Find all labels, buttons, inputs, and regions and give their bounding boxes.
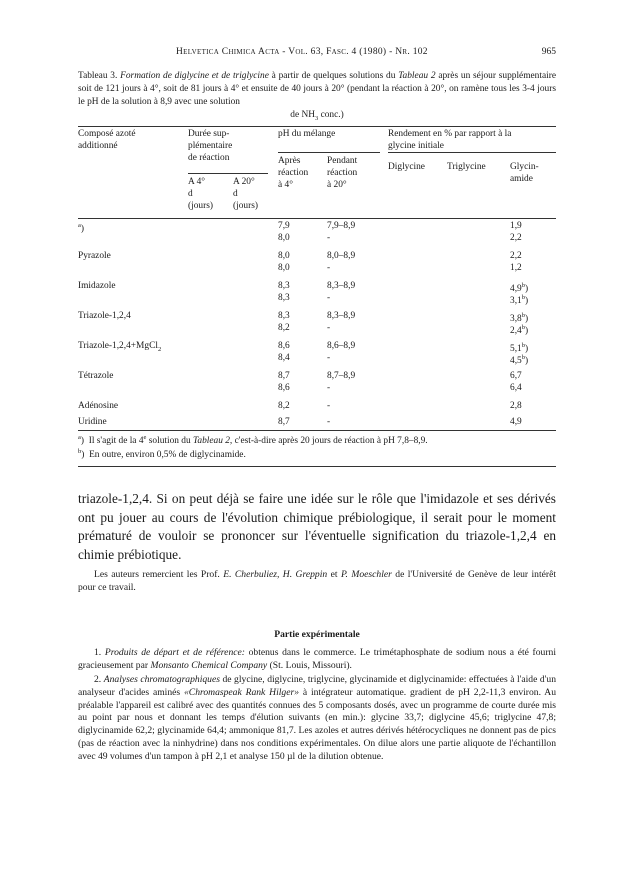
table-caption: [78, 70, 556, 125]
header-rendement-1: Rendement en % par rapport à la: [388, 129, 512, 139]
ack-name-2: H. Greppin: [282, 569, 328, 580]
cell-value: -: [327, 383, 331, 393]
cell-value: 1,2: [510, 263, 522, 273]
footnote-mark-close: ): [524, 344, 529, 355]
cell-value: 8,0–8,9: [327, 251, 356, 261]
cell-value: -: [327, 233, 331, 243]
compound-name: Triazole-1,2,4+MgCl: [78, 341, 158, 351]
header-pendant-3: à 20°: [327, 180, 347, 190]
cell-gly: [510, 382, 522, 395]
cell-ph20: [327, 400, 330, 413]
cell-value: 8,0: [278, 263, 290, 273]
cell-ph20: [327, 370, 355, 383]
cell-value: 4,9: [510, 417, 522, 427]
header-apres-2: réaction: [278, 168, 309, 178]
cell-value: 6,7: [510, 371, 522, 381]
header-duree-1: Durée sup-: [188, 129, 230, 139]
footnote-b-text: En outre, environ 0,5% de diglycinamide.: [89, 450, 246, 461]
footnote-mark-close: ): [524, 284, 529, 295]
footnote-mark: b: [521, 294, 525, 301]
header-a20-1: A 20°: [233, 177, 255, 187]
cell-value: 1,9: [510, 221, 522, 231]
cell-value: 6,4: [510, 383, 522, 393]
cell-value: -: [327, 293, 331, 303]
body-paragraph: triazole-1,2,4. Si on peut déjà se faire une idée sur le rôle que l'imidazole et ses dérivés ont pu jouer au cours de l'évolution chimique prébiologique, il serait pour le moment prématuré de vouloir se prononcer sur l'éventuelle signification du triazole-1,2,4 en chimie prébiotique.: [78, 491, 556, 562]
cell-value: 2,8: [510, 401, 522, 411]
footnote-a-sup: e: [143, 434, 147, 441]
cell-gly: [510, 400, 522, 413]
caption-text-1: à partir de quelques solutions du: [271, 71, 396, 81]
cell-value: -: [327, 417, 331, 427]
cell-ph20: [327, 340, 355, 353]
cell-ph4: [278, 400, 290, 413]
footnote-mark-close: ): [524, 356, 529, 367]
ack-name-3: P. Moeschler: [340, 569, 392, 580]
cell-gly: [510, 220, 522, 233]
cell-ph4: [278, 352, 290, 365]
experimental-paragraph-1: [78, 647, 556, 673]
p1-text-1: obtenus dans le commerce. Le trimétaphosphate de sodium nous a été fourni gracieusement par: [78, 647, 556, 671]
cell-gly: [510, 352, 528, 368]
cell-value: 2,4: [510, 326, 522, 337]
cell-ph20: [327, 250, 355, 263]
header-glycinamide-2: amide: [510, 174, 533, 184]
cell-value: 8,3: [278, 281, 290, 291]
cell-gly: [510, 232, 522, 245]
header-a4-2: d: [188, 189, 193, 199]
row-compound: [78, 340, 161, 356]
row-compound: [78, 370, 113, 383]
cell-value: 8,3: [278, 311, 290, 321]
caption-last-line: [78, 109, 556, 125]
footnote-a-text-1: Il s'agit de la 4: [88, 436, 144, 447]
cell-ph4: [278, 220, 290, 233]
cell-value: 8,7: [278, 417, 290, 427]
experimental-paragraph-2: [78, 674, 556, 764]
ack-and: et: [330, 569, 338, 580]
header-ph-group: pH du mélange: [278, 129, 336, 139]
cell-value: 8,0: [278, 251, 290, 261]
footnote-mark: b: [521, 354, 525, 361]
row-compound: [78, 220, 84, 236]
row-compound: [78, 400, 118, 413]
footnote-a-ref: Tableau 2,: [193, 436, 233, 447]
ack-text-1: Les auteurs remercient les Prof.: [94, 569, 220, 580]
footnote-mark: b: [521, 324, 525, 331]
cell-value: -: [327, 401, 331, 411]
cell-ph20: [327, 262, 330, 275]
cell-ph20: [327, 382, 330, 395]
header-a4-3: (jours): [188, 201, 213, 211]
caption-sub: 3: [314, 114, 319, 122]
compound-name: Pyrazole: [78, 251, 111, 261]
cell-value: 8,7: [278, 371, 290, 381]
cell-ph20: [327, 220, 355, 233]
footnote-b-mark: b: [78, 448, 82, 455]
cell-gly: [510, 250, 522, 263]
header-compose-2: additionné: [78, 141, 118, 151]
cell-value: 8,6–8,9: [327, 341, 356, 351]
header-pendant-1: Pendant: [327, 156, 358, 166]
cell-gly: [510, 370, 522, 383]
cell-ph4: [278, 416, 290, 429]
footnote-mark: b: [521, 312, 525, 319]
footnote-mark-close: ): [524, 314, 529, 325]
footnote-bottom-rule: [78, 466, 556, 467]
row-compound: [78, 416, 107, 429]
caption-text-3: de NH: [290, 110, 315, 120]
p2-text-2: à intégrateur automatique. gradient de pH 2,2-11,3 environ. Au préalable l'appareil est calibré avec des quantités connues des 5 composants dosés, avec un programme de courte durée mis au point par nous et donnant les temps d'élution suivants (en min.): glycine 33,7; diglycine 45,6; triglycine 47,8; diglycinamide 62,2; glycinamide 64,4; ammonique 81,7. Les azoles et autres dérivés hétérocycliques ne donnent pas de pics (pas de réaction avec la ninhydrine) dans nos conditions expérimentales. On dilue alors une partie aliquote de l'échantillon avec 49 volumes d'un tampon à pH 2,1 et analyse 150 µl de la dilution obtenue.: [78, 686, 557, 762]
compound-name: Adénosine: [78, 401, 119, 411]
p2-title: Analyses chromatographiques: [103, 674, 220, 685]
cell-value: 4,5: [510, 356, 522, 367]
caption-text-4: conc.): [318, 110, 344, 120]
header-apres-1: Après: [278, 156, 301, 166]
cell-ph4: [278, 382, 290, 395]
cell-ph4: [278, 292, 290, 305]
cell-ph20: [327, 322, 330, 335]
p2-number: 2.: [94, 674, 102, 685]
p1-company: Monsanto Chemical Company: [150, 659, 268, 671]
page-number: 965: [541, 47, 556, 57]
cell-ph4: [278, 370, 290, 383]
cell-ph4: [278, 310, 290, 323]
cell-value: 8,4: [278, 353, 290, 363]
row-compound: [78, 310, 131, 323]
p1-title: Produits de départ et de référence:: [104, 647, 245, 658]
footnote-a: $^a$) Il s'agit de la 4e solution du Tableau 2, c'est-à-dire après 20 jours de réaction à pH 7,8–8,9.: [78, 434, 428, 447]
row-compound: [78, 250, 111, 263]
cell-value: 5,1: [510, 344, 522, 355]
cell-value: 8,6: [278, 341, 290, 351]
cell-ph20: [327, 292, 330, 305]
cell-value: 2,2: [510, 233, 522, 243]
ph-group-rule: [278, 152, 380, 153]
cell-ph4: [278, 262, 290, 275]
header-pendant-2: réaction: [327, 168, 358, 178]
header-rendement-2: glycine initiale: [388, 141, 444, 151]
cell-value: 8,3–8,9: [327, 311, 356, 321]
caption-text-2: après un séjour supplémentaire soit de 121 jours à 4°, soit de 81 jours à 4° et ensuite de 40 jours à 20° (pendant la réaction à 20°, on ramène tous les 3-4 jours le pH de la solution à 8,9 avec une solution: [78, 71, 556, 107]
footnote-a-text-2: solution du: [146, 436, 194, 447]
cell-ph20: [327, 310, 355, 323]
footnote-mark: b: [521, 342, 525, 349]
cell-value: -: [327, 263, 331, 273]
cell-value: 8,3: [278, 293, 290, 303]
compound-name: Uridine: [78, 417, 107, 427]
cell-value: 3,8: [510, 314, 522, 325]
header-compose-1: Composé azoté: [78, 129, 136, 139]
duree-sub-rule: [188, 173, 268, 174]
cell-value: 8,7–8,9: [327, 371, 356, 381]
table-header-rule: [78, 218, 556, 219]
table-top-rule: [78, 126, 556, 127]
cell-ph20: [327, 280, 355, 293]
cell-value: 2,2: [510, 251, 522, 261]
cell-value: 4,9: [510, 284, 522, 295]
row-compound: [78, 280, 115, 293]
acknowledgement: [78, 568, 556, 594]
caption-label: Tableau 3.: [78, 71, 118, 81]
caption-ref: Tableau 2: [398, 71, 436, 81]
header-glycinamide-1: Glycin-: [510, 162, 539, 172]
cell-ph4: [278, 280, 290, 293]
header-a20-3: (jours): [233, 201, 258, 211]
header-duree-2: plémentaire: [188, 141, 233, 151]
cell-value: 7,9: [278, 221, 290, 231]
caption-title: Formation de diglycine et de triglycine: [120, 71, 269, 81]
p1-number: 1.: [94, 647, 102, 658]
footnote-b: $^b$) En outre, environ 0,5% de diglycinamide.: [78, 448, 246, 461]
cell-ph20: [327, 232, 330, 245]
cell-value: 8,0: [278, 233, 290, 243]
footnote-mark-close: ): [524, 326, 529, 337]
compound-name: Imidazole: [78, 281, 116, 291]
cell-value: 8,6: [278, 383, 290, 393]
cell-ph4: [278, 232, 290, 245]
compound-footnote-close: ): [80, 224, 85, 235]
header-a4-1: A 4°: [188, 177, 206, 187]
table-bottom-rule: [78, 430, 556, 431]
journal-citation: Helvetica Chimica Acta - Vol. 63, Fasc. 4 (1980) - Nr. 102: [176, 47, 428, 57]
compound-footnote-mark: a: [78, 222, 81, 229]
footnote-a-mark: a: [78, 434, 81, 441]
cell-value: 8,2: [278, 401, 290, 411]
header-triglycine: Triglycine: [447, 162, 486, 172]
cell-gly: [510, 292, 528, 308]
header-apres-3: à 4°: [278, 180, 293, 190]
section-title: Partie expérimentale: [274, 629, 360, 640]
footnote-mark: b: [521, 282, 525, 289]
p1-text-2: (St. Louis, Missouri).: [269, 659, 352, 671]
cell-value: 7,9–8,9: [327, 221, 356, 231]
p2-text-1: de glycine, diglycine, triglycine, glycinamide et diglycinamide: effectuées à l'aide d'un analyseur d'acides aminés: [78, 674, 556, 698]
cell-ph20: [327, 352, 330, 365]
p2-instrument: «Chromaspeak Rank Hilger»: [184, 686, 299, 698]
footnote-a-text-3: c'est-à-dire après 20 jours de réaction à pH 7,8–8,9.: [232, 436, 428, 447]
compound-name: Tétrazole: [78, 371, 114, 381]
cell-value: 8,3–8,9: [327, 281, 356, 291]
cell-ph4: [278, 250, 290, 263]
header-duree-3: de réaction: [188, 153, 230, 163]
cell-value: 8,2: [278, 323, 290, 333]
footnote-mark-close: ): [524, 296, 529, 307]
cell-gly: [510, 416, 522, 429]
cell-ph20: [327, 416, 330, 429]
cell-value: -: [327, 323, 331, 333]
cell-ph4: [278, 340, 290, 353]
cell-value: -: [327, 353, 331, 363]
cell-gly: [510, 322, 528, 338]
cell-value: 3,1: [510, 296, 522, 307]
compound-name: Triazole-1,2,4: [78, 311, 131, 321]
cell-ph4: [278, 322, 290, 335]
cell-gly: [510, 262, 522, 275]
header-diglycine: Diglycine: [388, 162, 425, 172]
ack-text-2: de l'Université de Genève de leur intérêt pour ce travail.: [78, 569, 556, 593]
ack-name-1: E. Cherbuliez,: [223, 569, 280, 580]
header-a20-2: d: [233, 189, 238, 199]
compound-subscript: 2: [157, 345, 162, 353]
